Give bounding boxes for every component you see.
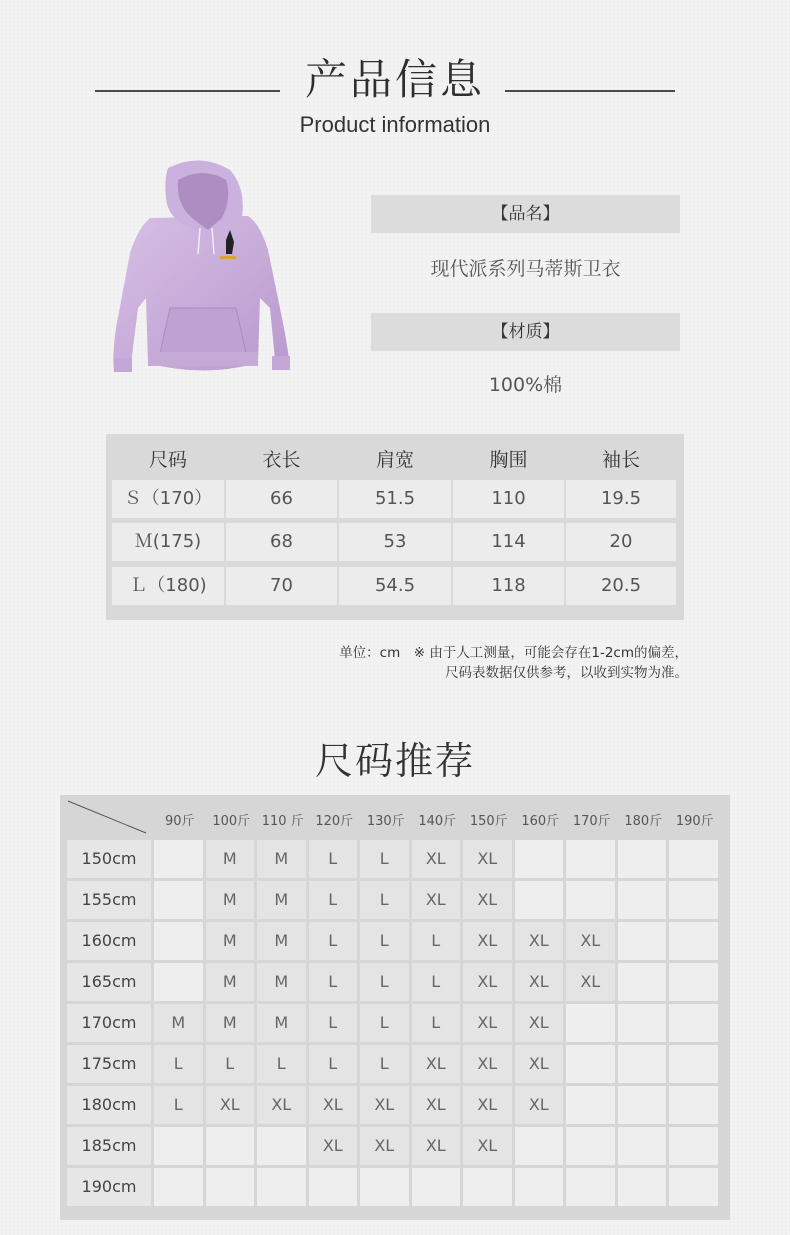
size-recommend-cell — [669, 922, 718, 960]
size-recommend-cell: L — [360, 963, 409, 1001]
size-recommend-cell: XL — [515, 1045, 564, 1083]
size-recommend-cell — [257, 1127, 306, 1165]
size-value-cell: 118 — [453, 567, 564, 605]
size-recommend-cell: XL — [463, 840, 512, 878]
weight-header: 90斤 — [164, 814, 195, 829]
size-recommend-cell — [618, 1168, 667, 1206]
size-recommend-cell: XL — [463, 1086, 512, 1124]
size-recommend-cell: L — [154, 1045, 203, 1083]
size-recommend-cell — [618, 840, 667, 878]
size-recommend-cell — [566, 840, 615, 878]
height-label: 155cm — [67, 881, 151, 919]
size-recommend-cell: M — [154, 1004, 203, 1042]
size-recommend-cell: L — [412, 922, 461, 960]
size-recommend-cell — [669, 840, 718, 878]
size-recommend-cell: XL — [412, 1045, 461, 1083]
size-recommend-cell: L — [309, 963, 358, 1001]
height-label: 170cm — [67, 1004, 151, 1042]
size-recommend-cell — [669, 1086, 718, 1124]
product-name-label: 【品名】 — [371, 195, 680, 233]
height-label: 160cm — [67, 922, 151, 960]
size-recommend-cell: XL — [257, 1086, 306, 1124]
size-recommend-cell — [566, 1045, 615, 1083]
weight-header: 140斤 — [418, 814, 457, 829]
size-recommend-cell: L — [360, 1004, 409, 1042]
size-value-cell: 51.5 — [339, 480, 451, 518]
height-label: 180cm — [67, 1086, 151, 1124]
size-recommend-cell — [618, 922, 667, 960]
size-recommend-cell: L — [206, 1045, 255, 1083]
size-recommend-cell: M — [257, 840, 306, 878]
size-value-cell: 54.5 — [339, 567, 451, 605]
size-value-cell: 114 — [453, 523, 564, 561]
size-recommend-cell — [515, 1127, 564, 1165]
size-recommend-cell — [154, 1168, 203, 1206]
size-recommend-cell: L — [154, 1086, 203, 1124]
size-recommend-cell: M — [257, 963, 306, 1001]
size-recommend-cell — [515, 840, 564, 878]
height-label: 190cm — [67, 1168, 151, 1206]
size-label-cell: Ｓ（170） — [112, 480, 224, 518]
size-value-cell: 66 — [226, 480, 337, 518]
page-subtitle: Product information — [299, 112, 491, 137]
size-recommend-cell — [360, 1168, 409, 1206]
size-value-cell: 110 — [453, 480, 564, 518]
page-title: 产品信息 — [304, 55, 485, 104]
size-recommend-cell — [154, 963, 203, 1001]
hoodie-image — [108, 158, 293, 380]
size-recommend-cell — [618, 881, 667, 919]
size-recommend-cell — [669, 1127, 718, 1165]
size-value-cell: 19.5 — [566, 480, 676, 518]
size-header-cell: 衣长 — [262, 449, 301, 471]
size-recommend-cell — [154, 840, 203, 878]
size-recommend-cell: XL — [309, 1086, 358, 1124]
size-recommend-cell: XL — [463, 1127, 512, 1165]
size-value-cell: 20 — [566, 523, 676, 561]
size-recommend-cell: XL — [463, 1045, 512, 1083]
size-recommend-cell: M — [257, 1004, 306, 1042]
size-header-cell: 尺码 — [148, 449, 187, 471]
size-value-cell: 20.5 — [566, 567, 676, 605]
material-label: 【材质】 — [371, 313, 680, 351]
weight-header: 130斤 — [366, 814, 405, 829]
size-recommend-cell: XL — [566, 963, 615, 1001]
size-recommend-cell — [618, 1045, 667, 1083]
size-recommend-cell: L — [360, 881, 409, 919]
weight-header: 150斤 — [469, 814, 508, 829]
section-title — [0, 52, 790, 108]
size-recommend-table — [60, 795, 730, 1220]
weight-header: 160斤 — [521, 814, 560, 829]
material-value: 100%棉 — [488, 374, 563, 396]
size-recommend-cell: XL — [412, 881, 461, 919]
size-header-cell: 袖长 — [601, 449, 640, 471]
size-recommend-cell — [669, 1168, 718, 1206]
size-value-cell: 53 — [339, 523, 451, 561]
size-recommend-cell: L — [412, 1004, 461, 1042]
size-recommend-cell — [669, 881, 718, 919]
size-header-cell: 肩宽 — [375, 449, 414, 471]
size-recommend-cell: XL — [515, 963, 564, 1001]
size-recommend-cell — [463, 1168, 512, 1206]
size-recommend-cell: L — [309, 1045, 358, 1083]
size-recommend-cell: L — [257, 1045, 306, 1083]
title-divider-left — [95, 90, 280, 92]
height-label: 185cm — [67, 1127, 151, 1165]
size-recommend-cell: XL — [463, 1004, 512, 1042]
height-label: 165cm — [67, 963, 151, 1001]
weight-header: 100斤 — [212, 814, 251, 829]
size-recommend-cell: L — [309, 840, 358, 878]
size-recommend-cell — [309, 1168, 358, 1206]
size-recommend-cell — [669, 1045, 718, 1083]
recommend-title: 尺码推荐 — [314, 739, 475, 783]
size-recommend-cell — [566, 1168, 615, 1206]
size-recommend-cell: L — [309, 922, 358, 960]
size-recommend-cell — [566, 1127, 615, 1165]
size-recommend-cell — [206, 1127, 255, 1165]
size-table — [106, 434, 684, 620]
size-recommend-cell: XL — [463, 922, 512, 960]
size-recommend-cell — [566, 1004, 615, 1042]
size-value-cell: 68 — [226, 523, 337, 561]
size-recommend-cell — [618, 963, 667, 1001]
size-recommend-cell — [412, 1168, 461, 1206]
size-recommend-cell: XL — [206, 1086, 255, 1124]
size-recommend-cell — [618, 1004, 667, 1042]
product-name-value: 现代派系列马蒂斯卫衣 — [430, 258, 621, 280]
height-label: 150cm — [67, 840, 151, 878]
size-recommend-cell — [154, 922, 203, 960]
size-recommend-cell: XL — [515, 1086, 564, 1124]
size-recommend-cell: XL — [412, 1127, 461, 1165]
size-recommend-cell — [618, 1086, 667, 1124]
weight-header: 120斤 — [315, 814, 354, 829]
size-recommend-cell: L — [309, 1004, 358, 1042]
weight-header: 170斤 — [572, 814, 611, 829]
size-recommend-cell — [566, 1086, 615, 1124]
size-value-cell: 70 — [226, 567, 337, 605]
size-recommend-cell: L — [360, 840, 409, 878]
size-recommend-cell: XL — [412, 840, 461, 878]
size-recommend-cell — [566, 881, 615, 919]
size-recommend-cell — [154, 1127, 203, 1165]
size-recommend-cell: M — [257, 922, 306, 960]
size-label-cell: Ｍ(175) — [112, 523, 224, 561]
size-header-cell: 胸围 — [489, 449, 528, 471]
measurement-note-2: 尺码表数据仅供参考，以收到实物为准。 — [445, 665, 688, 681]
size-recommend-cell: XL — [309, 1127, 358, 1165]
size-recommend-cell: L — [360, 922, 409, 960]
title-divider-right — [505, 90, 675, 92]
height-label: 175cm — [67, 1045, 151, 1083]
size-recommend-cell: XL — [515, 922, 564, 960]
size-recommend-cell: XL — [360, 1086, 409, 1124]
weight-header: 180斤 — [624, 814, 663, 829]
size-recommend-cell — [206, 1168, 255, 1206]
size-recommend-cell: XL — [360, 1127, 409, 1165]
size-recommend-cell: M — [206, 881, 255, 919]
size-recommend-cell: XL — [463, 881, 512, 919]
size-recommend-cell: M — [206, 840, 255, 878]
size-recommend-cell: M — [206, 922, 255, 960]
size-recommend-cell — [669, 963, 718, 1001]
size-recommend-cell: L — [309, 881, 358, 919]
weight-header: 190斤 — [675, 814, 714, 829]
size-recommend-cell — [669, 1004, 718, 1042]
size-recommend-cell: M — [257, 881, 306, 919]
size-recommend-cell: M — [206, 963, 255, 1001]
size-recommend-cell: XL — [515, 1004, 564, 1042]
size-recommend-cell — [618, 1127, 667, 1165]
size-recommend-cell: XL — [412, 1086, 461, 1124]
size-recommend-cell: L — [360, 1045, 409, 1083]
measurement-note: 单位：cm ※ 由于人工测量，可能会存在1-2cm的偏差， — [339, 645, 688, 661]
size-recommend-cell — [257, 1168, 306, 1206]
size-recommend-cell: M — [206, 1004, 255, 1042]
size-recommend-cell — [515, 1168, 564, 1206]
corner-diagonal — [66, 799, 148, 837]
size-recommend-cell: XL — [566, 922, 615, 960]
size-recommend-cell — [154, 881, 203, 919]
weight-header: 110 斤 — [261, 814, 304, 829]
size-recommend-cell: XL — [463, 963, 512, 1001]
size-recommend-cell: L — [412, 963, 461, 1001]
size-label-cell: Ｌ（180) — [112, 567, 224, 605]
size-recommend-cell — [515, 881, 564, 919]
